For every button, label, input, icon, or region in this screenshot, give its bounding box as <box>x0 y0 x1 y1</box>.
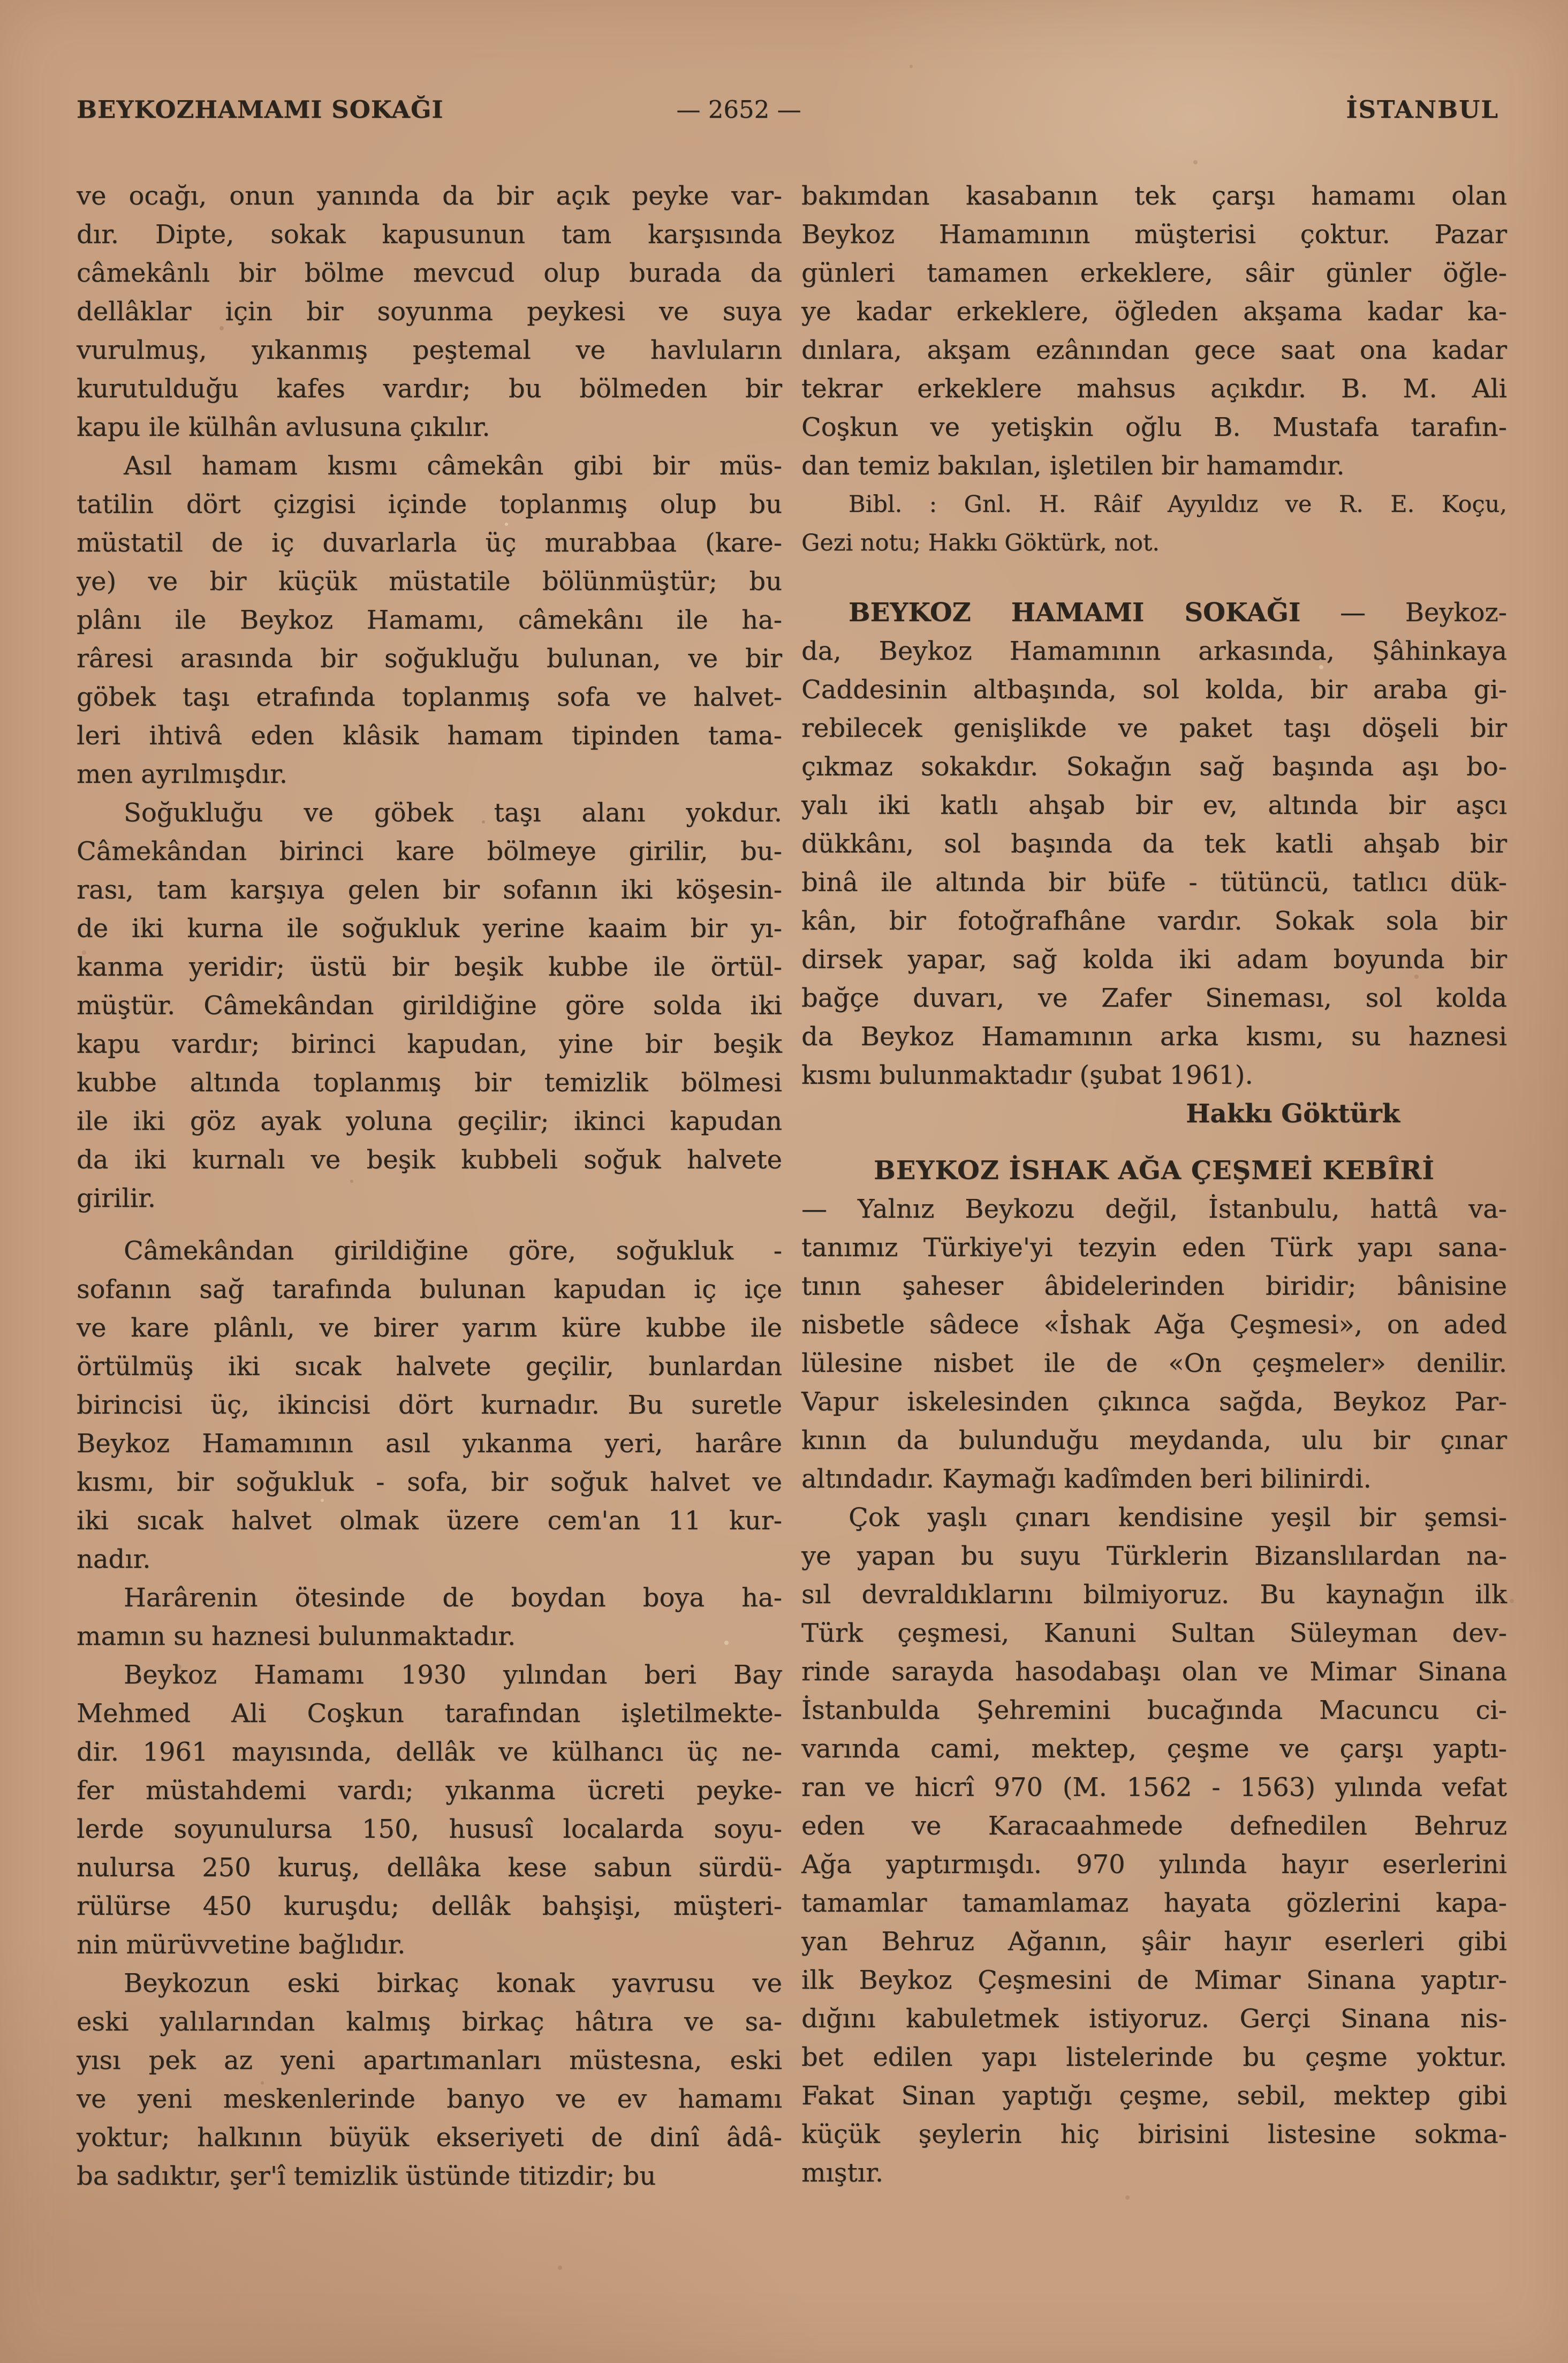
text-line: mıştır. <box>801 2158 884 2188</box>
para-bibliography <box>801 485 1507 562</box>
text-line: Asıl hamam kısmı câmekân gibi bir müs- <box>124 451 782 481</box>
text-line: dükkânı, sol başında da tek katli ahşab bir <box>801 829 1507 859</box>
text-line: eski yalılarından kalmış birkaç hâtıra ve sa- <box>77 2007 782 2037</box>
right-column <box>801 177 1507 2192</box>
text-line: da, Beykoz Hamamının arkasında, Şâhinkaya <box>801 636 1507 666</box>
text-line: plânı ile Beykoz Hamamı, câmekânı ile ha- <box>77 605 782 635</box>
text-line: kısmı, bir soğukluk - sofa, bir soğuk halvet ve <box>77 1467 782 1497</box>
text-line: ve ocağı, onun yanında da bir açık peyke var- <box>77 181 782 211</box>
text-line: dellâklar için bir soyunma peykesi ve suya <box>77 297 782 327</box>
text-line: günleri tamamen erkeklere, sâir günler öğle- <box>801 258 1507 288</box>
para-ocak-peyke <box>77 177 782 447</box>
text-line: tanımız Türkiye'yi tezyin eden Türk yapı sana- <box>801 1233 1507 1263</box>
text-line: varında cami, mektep, çeşme ve çarşı yaptı- <box>801 1734 1507 1764</box>
text-line: rinde sarayda hasodabaşı olan ve Mimar Sinana <box>801 1657 1507 1687</box>
text-line: dan temiz bakılan, işletilen bir hamamdır. <box>801 451 1345 481</box>
text-line: altındadır. Kaymağı kadîmden beri bilinirdi. <box>801 1464 1372 1494</box>
para-beykoz-meskenler <box>77 1964 782 2195</box>
para-cesme-tarihce <box>801 1498 1507 2192</box>
text-line: vurulmuş, yıkanmış peştemal ve havluların <box>77 335 782 365</box>
text-line: mamın su haznesi bulunmaktadır. <box>77 1621 516 1651</box>
text-line: bağçe duvarı, ve Zafer Sineması, sol kolda <box>801 983 1507 1013</box>
text-line: Beykozun eski birkaç konak yavrusu ve <box>124 1968 782 1998</box>
text-line: sofanın sağ tarafında bulunan kapudan iç içe <box>77 1274 782 1304</box>
text-line: girilir. <box>77 1183 156 1213</box>
text-line: kapu vardır; birinci kapudan, yine bir beşik <box>77 1029 782 1059</box>
text-line: kân, bir fotoğrafhâne vardır. Sokak sola bir <box>801 906 1507 936</box>
text-line: kapu ile külhân avlusuna çıkılır. <box>77 412 490 442</box>
text-line: kubbe altında toplanmış bir temizlik bölmesi <box>77 1068 782 1098</box>
text-line: kısmı bulunmaktadır (şubat 1961). <box>801 1060 1253 1090</box>
text-line: ba sadıktır, şer'î temizlik üstünde titizdir; bu <box>77 2161 656 2191</box>
text-line: bet edilen yapı listelerinde bu çeşme yoktur. <box>801 2042 1507 2072</box>
paper-speckles <box>0 0 2 2</box>
text-line: Fakat Sinan yaptığı çeşme, sebil, mektep gibi <box>801 2081 1507 2111</box>
text-line: dığını kabuletmek istiyoruz. Gerçi Sinana nis- <box>801 2004 1507 2034</box>
text-line: eden ve Karacaahmede defnedilen Behruz <box>801 1811 1507 1841</box>
text-line: ilk Beykoz Çeşmesini de Mimar Sinana yaptır- <box>801 1965 1507 1995</box>
text-line: çıkmaz sokakdır. Sokağın sağ başında aşı bo- <box>801 752 1507 782</box>
text-line: ran ve hicrî 970 (M. 1562 - 1563) yılında vefat <box>801 1772 1507 1802</box>
text-line: müstatil de iç duvarlarla üç murabbaa (kare- <box>77 528 782 558</box>
text-line: lülesine nisbet ile de «On çeşmeler» denilir. <box>801 1348 1507 1378</box>
text-line: yoktur; halkının büyük ekseriyeti de dinî âdâ- <box>77 2123 782 2153</box>
text-line: iki sıcak halvet olmak üzere cem'an 11 kur- <box>77 1506 782 1536</box>
text-line: ye kadar erkeklere, öğleden akşama kadar ka- <box>801 297 1507 327</box>
para-carsi-hamami <box>801 177 1507 485</box>
text-line: bakımdan kasabanın tek çarşı hamamı olan <box>801 181 1507 211</box>
text-line: küçük şeylerin hiç birisini listesine sokma- <box>801 2119 1507 2149</box>
text-line: örtülmüş iki sıcak halvete geçilir, bunlardan <box>77 1352 782 1381</box>
running-title-left: BEYKOZHAMAMI SOKAĞI <box>77 95 444 124</box>
text-line: binâ ile altında bir büfe - tütüncü, tatlıcı dük- <box>801 867 1507 897</box>
text-line: nin mürüvvetine bağlıdır. <box>77 1930 406 1960</box>
para-cesme-intro <box>801 1190 1507 1498</box>
text-line: lerde soyunulursa 150, hususî localarda soyu- <box>77 1814 782 1844</box>
text-line: Câmekândan girildiğine göre, soğukluk - <box>124 1236 782 1266</box>
text-line: rebilecek genişlikde ve paket taşı döşeli bir <box>801 713 1507 743</box>
text-line: Harârenin ötesinde de boydan boya ha- <box>124 1583 782 1613</box>
running-title-right: İSTANBUL <box>1346 95 1499 124</box>
text-line: ve kare plânlı, ve birer yarım küre kubbe ile <box>77 1313 782 1343</box>
text-line: yısı pek az yeni apartımanları müstesna, eski <box>77 2045 782 2075</box>
entry-beykoz-hamami-sokagi <box>801 593 1507 1094</box>
text-line: ile iki göz ayak yoluna geçilir; ikinci kapudan <box>77 1106 782 1136</box>
text-line: Beykoz Hamamının asıl yıkanma yeri, harâre <box>77 1429 782 1459</box>
text-line: ye yapan bu suyu Türklerin Bizanslılardan na- <box>801 1541 1507 1571</box>
text-line: ve yeni meskenlerinde banyo ve ev hamamı <box>77 2084 782 2114</box>
text-line: ye) ve bir küçük müstatile bölünmüştür; bu <box>77 567 782 597</box>
para-asil-hamam <box>77 447 782 794</box>
text-line: göbek taşı etrafında toplanmış sofa ve halvet- <box>77 682 782 712</box>
text-line: Câmekândan birinci kare bölmeye girilir, bu- <box>77 836 782 866</box>
text-line: Ağa yaptırmışdı. 970 yılında hayır eserlerini <box>801 1849 1507 1879</box>
text-line: Hakkı Göktürk <box>1186 1099 1400 1129</box>
text-line: tatilin dört çizgisi içinde toplanmış olup bu <box>77 489 782 519</box>
text-line: birincisi üç, ikincisi dört kurnadır. Bu suretle <box>77 1390 782 1420</box>
entry-title-inline: BEYKOZ HAMAMI SOKAĞI <box>849 598 1301 628</box>
text-line: — Yalnız Beykozu değil, İstanbulu, hattâ va- <box>801 1194 1507 1224</box>
text-line: leri ihtivâ eden klâsik hamam tipinden tama- <box>77 721 782 751</box>
text-line: Gezi notu; Hakkı Göktürk, not. <box>801 530 1160 556</box>
left-column <box>77 177 782 2195</box>
text-line: Türk çeşmesi, Kanuni Sultan Süleyman dev- <box>801 1618 1507 1648</box>
text-line: yalı iki katlı ahşab bir ev, altında bir aşcı <box>801 790 1507 820</box>
text-line: tekrar erkeklere mahsus açıkdır. B. M. Ali <box>801 374 1507 404</box>
text-line: fer müstahdemi vardı; yıkanma ücreti peyke- <box>77 1776 782 1806</box>
text-line: tamamlar tamamlamaz hayata gözlerini kapa- <box>801 1888 1507 1918</box>
para-author-signature <box>801 1094 1507 1133</box>
text-line: dır. Dipte, sokak kapusunun tam karşısında <box>77 220 782 250</box>
text-line: Bibl. : Gnl. H. Râif Ayyıldız ve R. E. Koçu, <box>849 491 1507 518</box>
text-line: Coşkun ve yetişkin oğlu B. Mustafa tarafın- <box>801 412 1507 442</box>
text-line: İstanbulda Şehremini bucağında Macuncu ci- <box>801 1695 1507 1725</box>
text-line: dir. 1961 mayısında, dellâk ve külhancı üç ne- <box>77 1737 782 1767</box>
text-line: müştür. Câmekândan girildiğine göre solda iki <box>77 991 782 1021</box>
text-line: nulursa 250 kuruş, dellâka kese sabun sürdü- <box>77 1853 782 1883</box>
text-line: Vapur iskelesinden çıkınca sağda, Beykoz Par- <box>801 1387 1507 1417</box>
text-line <box>801 593 1507 632</box>
text-line: Caddesinin altbaşında, sol kolda, bir araba gi- <box>801 675 1507 705</box>
text-line: dirsek yapar, sağ kolda iki adam boyunda bir <box>801 945 1507 975</box>
text-line: rülürse 450 kuruşdu; dellâk bahşişi, müşteri- <box>77 1891 782 1921</box>
text-line: yan Behruz Ağanın, şâir hayır eserleri gibi <box>801 1927 1507 1957</box>
text-line: de iki kurna ile soğukluk yerine kaaim bir yı- <box>77 914 782 943</box>
text-line: dınlara, akşam ezânından gece saat ona kadar <box>801 335 1507 365</box>
text-line: nisbetle sâdece «İshak Ağa Çeşmesi», on aded <box>801 1310 1507 1340</box>
text-line: Beykoz Hamamının müşterisi çoktur. Pazar <box>801 220 1507 250</box>
text-line: BEYKOZ İSHAK AĞA ÇEŞMEİ KEBÎRİ <box>874 1156 1435 1186</box>
entry-title-rest: — Beykoz- <box>1300 598 1507 628</box>
text-line: da iki kurnalı ve beşik kubbeli soğuk halvete <box>77 1145 782 1175</box>
para-su-haznesi <box>77 1579 782 1656</box>
text-line: Çok yaşlı çınarı kendisine yeşil bir şemsi- <box>849 1503 1507 1532</box>
para-sogukluk <box>77 794 782 1218</box>
para-isletme-1930 <box>77 1656 782 1964</box>
text-line: sıl devraldıklarını bilmiyoruz. Bu kaynağın ilk <box>801 1580 1507 1610</box>
text-line: câmekânlı bir bölme mevcud olup burada da <box>77 258 782 288</box>
text-line: nadır. <box>77 1544 151 1574</box>
text-line: râresi arasında bir soğukluğu bulunan, ve bir <box>77 644 782 674</box>
text-line: men ayrılmışdır. <box>77 759 287 789</box>
text-line: kının da bulunduğu meydanda, ulu bir çınar <box>801 1425 1507 1455</box>
para-sicak-halvet <box>77 1232 782 1579</box>
page-number: — 2652 — <box>676 95 801 124</box>
text-line: kanma yeridir; üstü bir beşik kubbe ile örtül- <box>77 952 782 982</box>
text-line: Beykoz Hamamı 1930 yılından beri Bay <box>124 1660 782 1690</box>
entry-beykoz-ishak-aga-cesmesi-title <box>801 1151 1507 1190</box>
text-line: Soğukluğu ve göbek taşı alanı yokdur. <box>124 798 782 828</box>
text-line: rası, tam karşıya gelen bir sofanın iki köşesin- <box>77 875 782 905</box>
text-line: Mehmed Ali Coşkun tarafından işletilmekte- <box>77 1698 782 1728</box>
text-line: da Beykoz Hamamının arka kısmı, su haznesi <box>801 1022 1507 1052</box>
text-line: kurutulduğu kafes vardır; bu bölmeden bir <box>77 374 782 404</box>
text-line: tının şaheser âbidelerinden biridir; bânisine <box>801 1271 1507 1301</box>
